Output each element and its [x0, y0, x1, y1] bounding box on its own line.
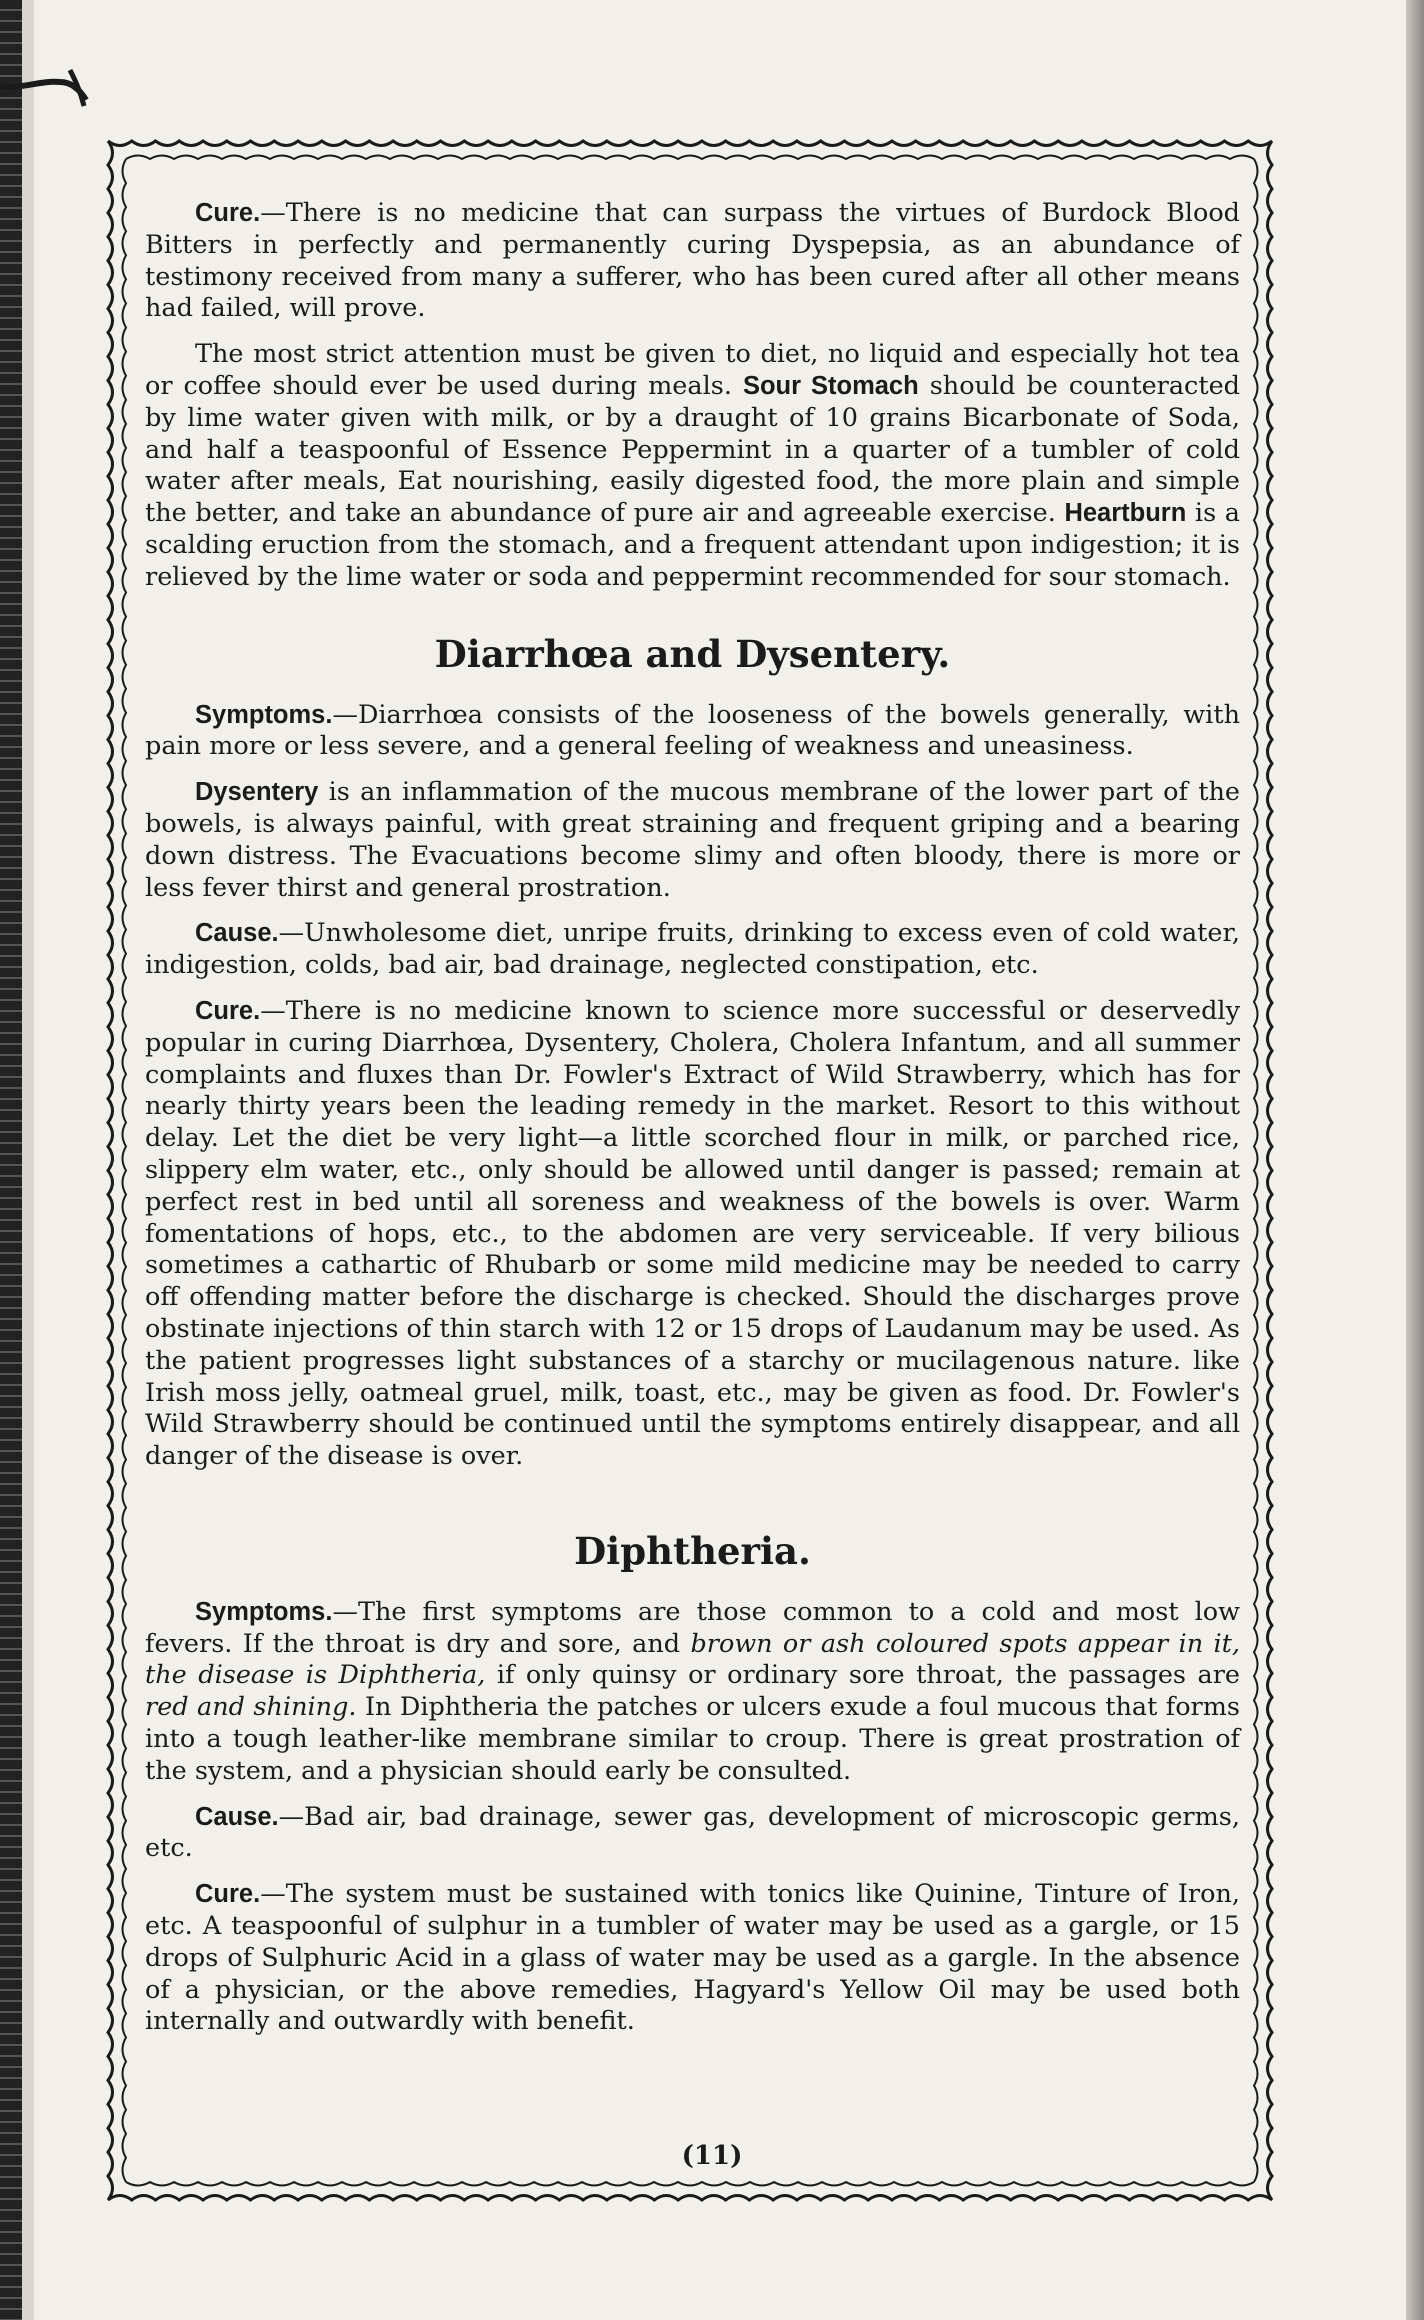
cure-label: Cure. — [195, 1880, 261, 1909]
cure-label: Cure. — [195, 996, 261, 1025]
heartburn-label: Heartburn — [1064, 499, 1187, 528]
page-number: (11) — [681, 2141, 743, 2171]
diet-text: is a scalding eruction from the stomach, and a frequent attendant upon indigestion; it is relieved by the lime water or soda and peppermint recommended for sour stomach. — [145, 498, 1240, 592]
symptoms-italic: brown or ash coloured spots appear in it, the disease is Diphtheria, — [145, 1628, 1241, 1691]
diarrhoea-cause-paragraph — [145, 918, 1240, 982]
intro-diet-paragraph — [145, 339, 1240, 593]
ink-mark — [0, 60, 110, 130]
cause-text: —Bad air, bad drainage, sewer gas, development of microscopic germs, etc. — [145, 1801, 1240, 1864]
symptoms-text: if only quinsy or ordinary sore throat, the passages are — [496, 1660, 1241, 1691]
symptoms-label: Symptoms. — [195, 700, 333, 729]
symptoms-text: —Diarrhœa consists of the looseness of the bowels generally, with pain more or less severe, and a general feeling of weakness and uneasiness. — [145, 699, 1240, 762]
diarrhoea-symptoms-paragraph — [145, 700, 1240, 764]
page-gutter — [22, 0, 34, 2320]
cause-label: Cause. — [195, 919, 279, 948]
symptoms-text: —The first symptoms are those common to a cold and most low fevers. If the throat is dry and sore, and — [145, 1596, 1240, 1659]
sour-stomach-label: Sour Stomach — [742, 371, 919, 400]
cure-text: —The system must be sustained with tonics like Quinine, Tinture of Iron, etc. A teaspoonful of sulphur in a tumbler of water may be used as a gargle, or 15 drops of Sulphuric Acid in a glass of water may be used as a gargle. In the absence of a physician, or the above remedies, Hagyard's Yellow Oil may be used both internally and outwardly with benefit. — [145, 1879, 1240, 2037]
diphtheria-symptoms-paragraph — [145, 1597, 1240, 1788]
symptoms-text: In Diphtheria the patches or ulcers exude a foul mucous that forms into a tough leather-like membrane similar to croup. There is great prostration of the system, and a physician should early be consulted. — [145, 1692, 1240, 1786]
cause-text: —Unwholesome diet, unripe fruits, drinking to excess even of cold water, indigestion, colds, bad air, bad drainage, neglected constipation, etc. — [145, 918, 1240, 981]
section-heading-diphtheria: Diphtheria. — [574, 1528, 811, 1573]
dysentery-text: is an inflammation of the mucous membrane of the lower part of the bowels, is always painful, with great straining and frequent griping and a bearing down distress. The Evacuations become slimy and often bloody, there is more or less fever thirst and general prostration. — [145, 777, 1240, 903]
symptoms-label: Symptoms. — [195, 1597, 333, 1626]
dysentery-paragraph — [145, 777, 1240, 904]
section-heading-diarrhoea: Diarrhœa and Dysentery. — [434, 631, 951, 676]
diarrhoea-cure-paragraph — [145, 996, 1240, 1473]
symptoms-italic: red and shining. — [145, 1692, 357, 1723]
book-binding-edge — [0, 0, 22, 2320]
diet-text: The most strict attention must be given to diet, no liquid and especially hot tea or coffee should ever be used during meals. — [145, 339, 1240, 401]
intro-cure-paragraph — [145, 198, 1240, 325]
dysentery-label: Dysentery — [195, 778, 319, 807]
page-content — [145, 198, 1240, 2052]
diphtheria-cause-paragraph — [145, 1802, 1240, 1866]
cure-text: —There is no medicine that can surpass the virtues of Burdock Blood Bitters in perfectly and permanently curing Dyspepsia, as an abundance of testimony received from many a sufferer, who has been cured after all other means had failed, will prove. — [145, 198, 1240, 324]
page-shadow-edge — [1406, 0, 1424, 2320]
cure-text: —There is no medicine known to science more successful or deservedly popular in curing Diarrhœa, Dysentery, Cholera, Cholera Infantum, and all summer complaints and fluxes than Dr. Fowler's Extract of Wild Strawberry, which has for nearly thirty years been the leading remedy in the market. Resort to this without delay. Let the diet be very light—a little scorched flour in milk, or parched rice, slippery elm water, etc., only should be allowed until danger is passed; remain at perfect rest in bed until all soreness and weakness of the bowels is over. Warm fomentations of hops, etc., to the abdomen are very serviceable. If very bilious sometimes a cathartic of Rhubarb or some mild medicine may be needed to carry off offending matter before the discharge is checked. Should the discharges prove obstinate injections of thin starch with 12 or 15 drops of Laudanum may be used. As the patient progresses light substances of a starchy or mucilagenous nature. like Irish moss jelly, oatmeal gruel, milk, toast, etc., may be given as food. Dr. Fowler's Wild Strawberry should be continued until the symptoms entirely disappear, and all danger of the disease is over. — [145, 995, 1240, 1472]
cure-label: Cure. — [195, 199, 261, 227]
diet-text: should be counteracted by lime water given with milk, or by a draught of 10 grains Bicarbonate of Soda, and half a teaspoonful of Essence Peppermint in a quarter of a tumbler of cold water after meals, Eat nourishing, easily digested food, the more plain and simple the better, and take an abundance of pure air and agreeable exercise. — [145, 370, 1240, 529]
diphtheria-cure-paragraph — [145, 1879, 1240, 2038]
cause-label: Cause. — [195, 1802, 279, 1831]
